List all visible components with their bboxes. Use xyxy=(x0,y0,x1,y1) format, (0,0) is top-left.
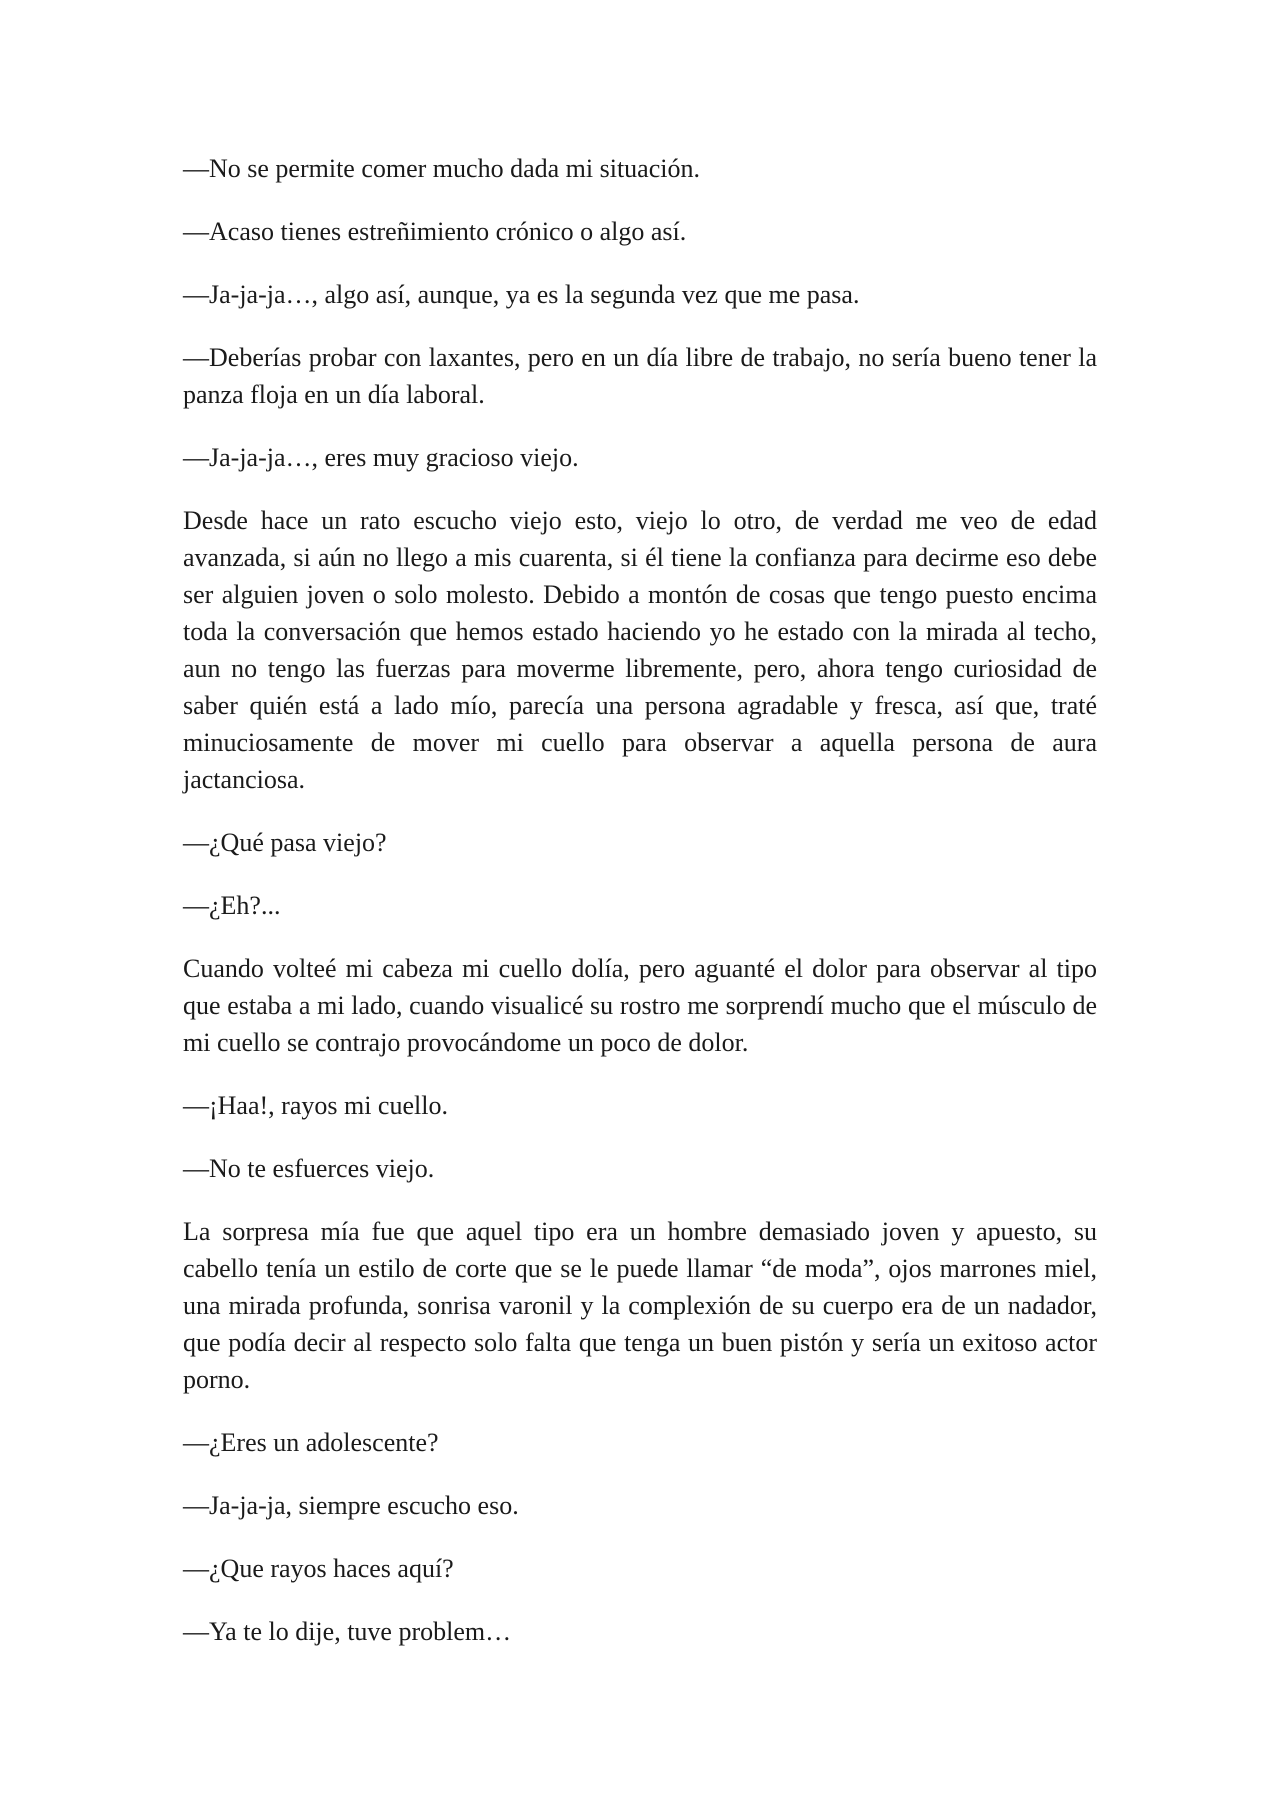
document-body xyxy=(183,150,1097,1676)
dialogue-line: —¡Haa!, rayos mi cuello. xyxy=(183,1091,448,1120)
dialogue-line: —¿Eres un adolescente? xyxy=(183,1428,439,1457)
dialogue-line: —Ja-ja-ja, siempre escucho eso. xyxy=(183,1491,519,1520)
dialogue-line: —¿Qué pasa viejo? xyxy=(183,828,387,857)
dialogue-line: —Deberías probar con laxantes, pero en un día libre de trabajo, no sería bueno tener la panza floja en un día laboral. xyxy=(183,343,1097,409)
dialogue-line: —No se permite comer mucho dada mi situación. xyxy=(183,154,700,183)
dialogue-line: —Ya te lo dije, tuve problem… xyxy=(183,1617,512,1646)
narrative-paragraph: La sorpresa mía fue que aquel tipo era un hombre demasiado joven y apuesto, su cabello tenía un estilo de corte que se le puede llamar “de moda”, ojos marrones miel, una mirada profunda, sonrisa varonil y la complexión de su cuerpo era de un nadador, que podía decir al respecto solo falta que tenga un buen pistón y sería un exitoso actor porno. xyxy=(183,1217,1097,1394)
narrative-paragraph: Desde hace un rato escucho viejo esto, viejo lo otro, de verdad me veo de edad avanzada, si aún no llego a mis cuarenta, si él tiene la confianza para decirme eso debe ser alguien joven o solo molesto. Debido a montón de cosas que tengo puesto encima toda la conversación que hemos estado haciendo yo he estado con la mirada al techo, aun no tengo las fuerzas para moverme libremente, pero, ahora tengo curiosidad de saber quién está a lado mío, parecía una persona agradable y fresca, así que, traté minuciosamente de mover mi cuello para observar a aquella persona de aura jactanciosa. xyxy=(183,506,1097,794)
dialogue-line: —¿Que rayos haces aquí? xyxy=(183,1554,454,1583)
dialogue-line: —Ja-ja-ja…, eres muy gracioso viejo. xyxy=(183,443,579,472)
dialogue-line: —Acaso tienes estreñimiento crónico o algo así. xyxy=(183,217,687,246)
narrative-paragraph: Cuando volteé mi cabeza mi cuello dolía, pero aguanté el dolor para observar al tipo que estaba a mi lado, cuando visualicé su rostro me sorprendí mucho que el músculo de mi cuello se contrajo provocándome un poco de dolor. xyxy=(183,954,1097,1057)
dialogue-line: —Ja-ja-ja…, algo así, aunque, ya es la segunda vez que me pasa. xyxy=(183,280,860,309)
dialogue-line: —¿Eh?... xyxy=(183,891,281,920)
dialogue-line: —No te esfuerces viejo. xyxy=(183,1154,435,1183)
